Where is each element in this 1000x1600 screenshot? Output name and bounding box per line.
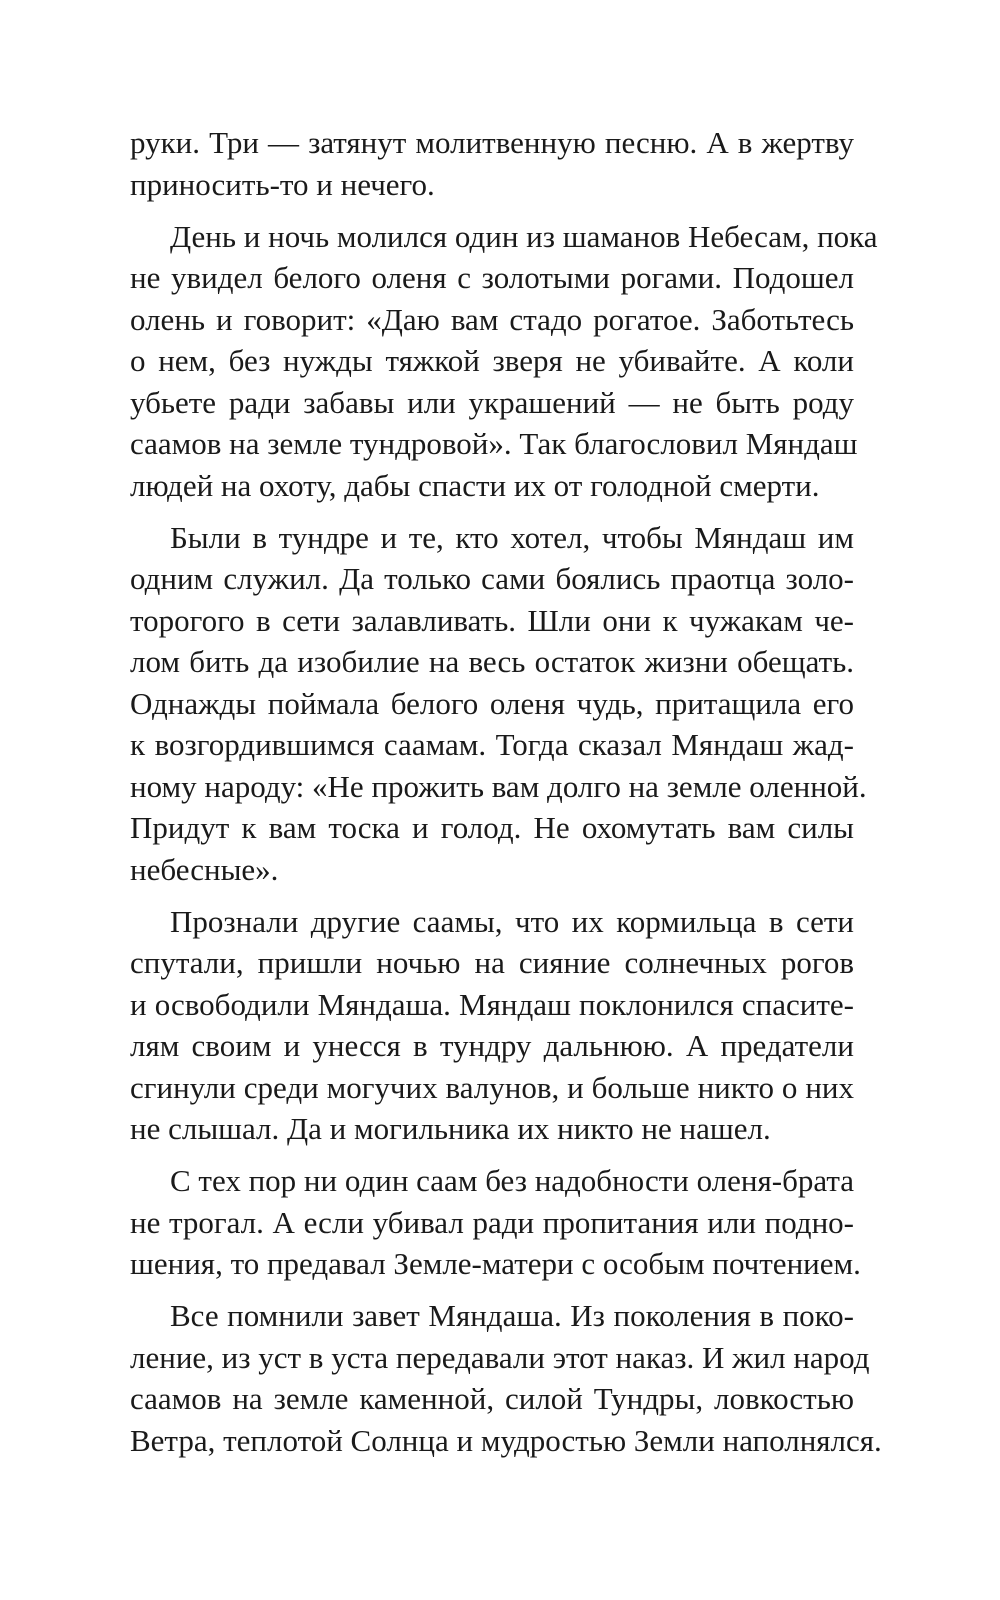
- text-line: саамов на земле тундровой». Так благословил Мяндаш: [130, 426, 858, 461]
- text-line: сгинули среди могучих валунов, и больше никто о них: [130, 1069, 854, 1105]
- text-line: ному народу: «Не прожить вам долго на земле оленной.: [130, 768, 867, 804]
- paragraph: [130, 517, 867, 891]
- paragraph: [130, 1295, 882, 1461]
- text-line: не трогал. А если убивал ради пропитания или подно-: [130, 1204, 854, 1240]
- text-line: шения, то предавал Земле-матери с особым почтением.: [130, 1246, 861, 1281]
- text-line: ление, из уст в уста передавали этот наказ. И жил народ: [130, 1339, 870, 1375]
- text-line: небесные».: [130, 851, 279, 887]
- text-line: спутали, пришли ночью на сияние солнечных рогов: [130, 945, 854, 980]
- text-line: и освободили Мяндаша. Мяндаш поклонился спасите-: [130, 986, 854, 1022]
- text-line: Однажды поймала белого оленя чудь, притащила его: [130, 685, 854, 721]
- paragraph: [130, 122, 854, 205]
- paragraph: [130, 216, 878, 507]
- text-line: олень и говорит: «Даю вам стадо рогатое. Заботьтесь: [130, 301, 854, 337]
- text-line: Прознали другие саамы, что их кормильца в сети: [170, 903, 854, 939]
- text-line: людей на охоту, дабы спасти их от голодной смерти.: [130, 467, 820, 503]
- text-line: Ветра, теплотой Солнца и мудростью Земли наполнялся.: [130, 1422, 882, 1458]
- text-line: к возгордившимся саамам. Тогда сказал Мяндаш жад-: [130, 727, 854, 762]
- text-line: не увидел белого оленя с золотыми рогами. Подошел: [130, 260, 854, 295]
- text-line: о нем, без нужды тяжкой зверя не убивайте. А коли: [130, 343, 854, 378]
- paragraph: [130, 1160, 861, 1285]
- text-line: Придут к вам тоска и голод. Не охомутать вам силы: [130, 810, 854, 845]
- text-line: не слышал. Да и могильника их никто не нашел.: [130, 1111, 771, 1146]
- text-line: убьете ради забавы или украшений — не быть роду: [130, 384, 854, 420]
- text-line: Были в тундре и те, кто хотел, чтобы Мяндаш им: [170, 519, 854, 555]
- text-line: Все помнили завет Мяндаша. Из поколения в поко-: [170, 1298, 854, 1333]
- text-line: лом бить да изобилие на весь остаток жизни обещать.: [130, 644, 854, 679]
- paragraph: [130, 901, 854, 1150]
- text-line: руки. Три — затянут молитвенную песню. А в жертву: [130, 125, 854, 160]
- text-line: торогого в сети залавливать. Шли они к чужакам че-: [130, 602, 854, 638]
- text-line: С тех пор ни один саам без надобности оленя-брата: [170, 1163, 854, 1198]
- text-line: лям своим и унесся в тундру дальнюю. А предатели: [130, 1028, 854, 1063]
- page-body-text: [130, 122, 882, 1461]
- text-line: приносить-то и нечего.: [130, 166, 435, 202]
- text-line: одним служил. Да только сами боялись праотца золо-: [130, 561, 854, 596]
- text-line: саамов на земле каменной, силой Тундры, ловкостью: [130, 1381, 854, 1416]
- text-line: День и ночь молился один из шаманов Небесам, пока: [170, 218, 878, 254]
